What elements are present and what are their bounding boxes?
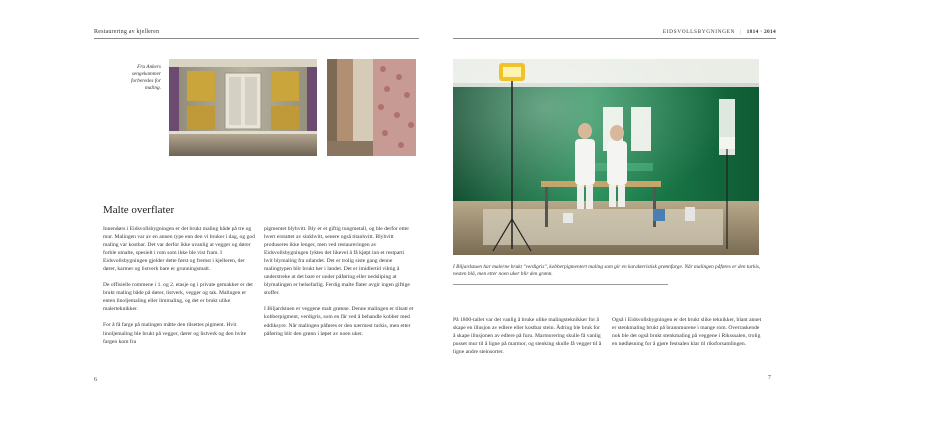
- running-header-years: 1814 · 2014: [746, 29, 776, 35]
- paragraph: De offisielle rommene i 1. og 2. etasje og i private gemakker er det brukt maling både på dører, listverk, vegger og tak. Malingen er enten linoljemaling eller limmaling, og det er brukt ulike malerteknikker.: [103, 282, 253, 313]
- photo-caption-right: I Biljardstuen har malerne brukt "verdigris", kobberpigmentert maling som gir en karakteristisk grønnfarge. Når malingen påføres er den turkis, nesten blå, men etter noen uker blir den grønn.: [453, 264, 761, 277]
- left-column-2: [264, 225, 414, 346]
- billiard-room-photo: [453, 59, 759, 255]
- bedchamber-photo: [169, 59, 317, 156]
- left-column-1: [103, 225, 255, 354]
- right-column-2: [612, 316, 762, 356]
- header-rule-right: [453, 38, 776, 39]
- page-number-left: 6: [94, 377, 97, 383]
- header-rule-left: [94, 38, 419, 39]
- page-number-right: 7: [768, 375, 771, 381]
- right-column-1: [453, 316, 603, 364]
- paragraph: Innendørs i Eidsvollsbygningen er det brukt maling både på tre og mur. Malingen var av en annen type enn den vi bruker i dag, og god maling var kostbar. Det var derfor ikke uvanlig at vegger og dører forble umalte, spesielt i rom som ikke ble vist fram. I Eidsvollsbygningen gjelder dette først og fremst i kjelleren, der dører, karmer og listverk bare er grunningsmalt.: [103, 226, 255, 273]
- running-header-title: EIDSVOLLSBYGNINGEN: [662, 29, 736, 35]
- paragraph: På 1800-tallet var det vanlig å bruke ulike malingsteknikker for å skape en illusjon av edlere eller kostbar stein. Ådring ble bruk for å skape illusjonen av edlere på furu. Marmorering skulle få vanlig pusset mur til å ligne på marmor, og stenking skulle få vegger til å ligne andre steinsorter.: [453, 317, 602, 356]
- paragraph: I Biljardstuen er veggene malt grønne. Denne malingen er tilsatt et kobberpigment, verdigris, som en får ved å behandle kobber med eddiksyre. Når malingen påføres er den nærmest turkis, men etter påføring blir den grønn i løpet av noen uker.: [264, 306, 414, 337]
- running-header-right: EIDSVOLLSBYGNINGEN | 1814 · 2014: [662, 29, 776, 35]
- wallpaper-detail-photo: [327, 59, 416, 156]
- caption-rule: [453, 284, 668, 285]
- paragraph: For å få farge på malingen måtte den tilsettes pigment. Hvit linoljemaling ble brukt på vegger, dører og listverk og den hvite fargen kom fra: [103, 322, 247, 345]
- section-heading: Malte overflater: [103, 204, 175, 216]
- paragraph: Også i Eidsvollsbygningen er det brukt slike teknikker, blant annet er stenkmaling brukt på brannmurene i mange rom. Overraskende nok ble det også brukt stenkmaling på veggene i Riksssalen, trolig en nødløsning for å gjøre festsalen klar til riksforsamlingen.: [612, 317, 762, 348]
- running-header-left: Restaurering av kjelleren: [94, 29, 160, 35]
- photo-caption-left: Fru Ankers sengekammer forberedes for maling.: [131, 64, 161, 91]
- paragraph: pigmentet blyhvitt. Bly er et giftig tungmetall, og ble derfor etter hvert erstattet av sinkhvitt, senere også titanhvitt. Blyhvitt produseres ikke lenger, men ved restaureringen av Eidsvollsbygningen lyktes det likevel å få kjøpt inn et restparti hvit blymaling fra utlandet. Det er trolig siste gang denne malingtypen blir brukt her i landet. Det er imidlertid viktig å understreke at det bare er under påføring eller nedsliping at blymalingen er helsefarlig. Ferdig malte flater avgir ingen giftige stoffer.: [264, 226, 410, 297]
